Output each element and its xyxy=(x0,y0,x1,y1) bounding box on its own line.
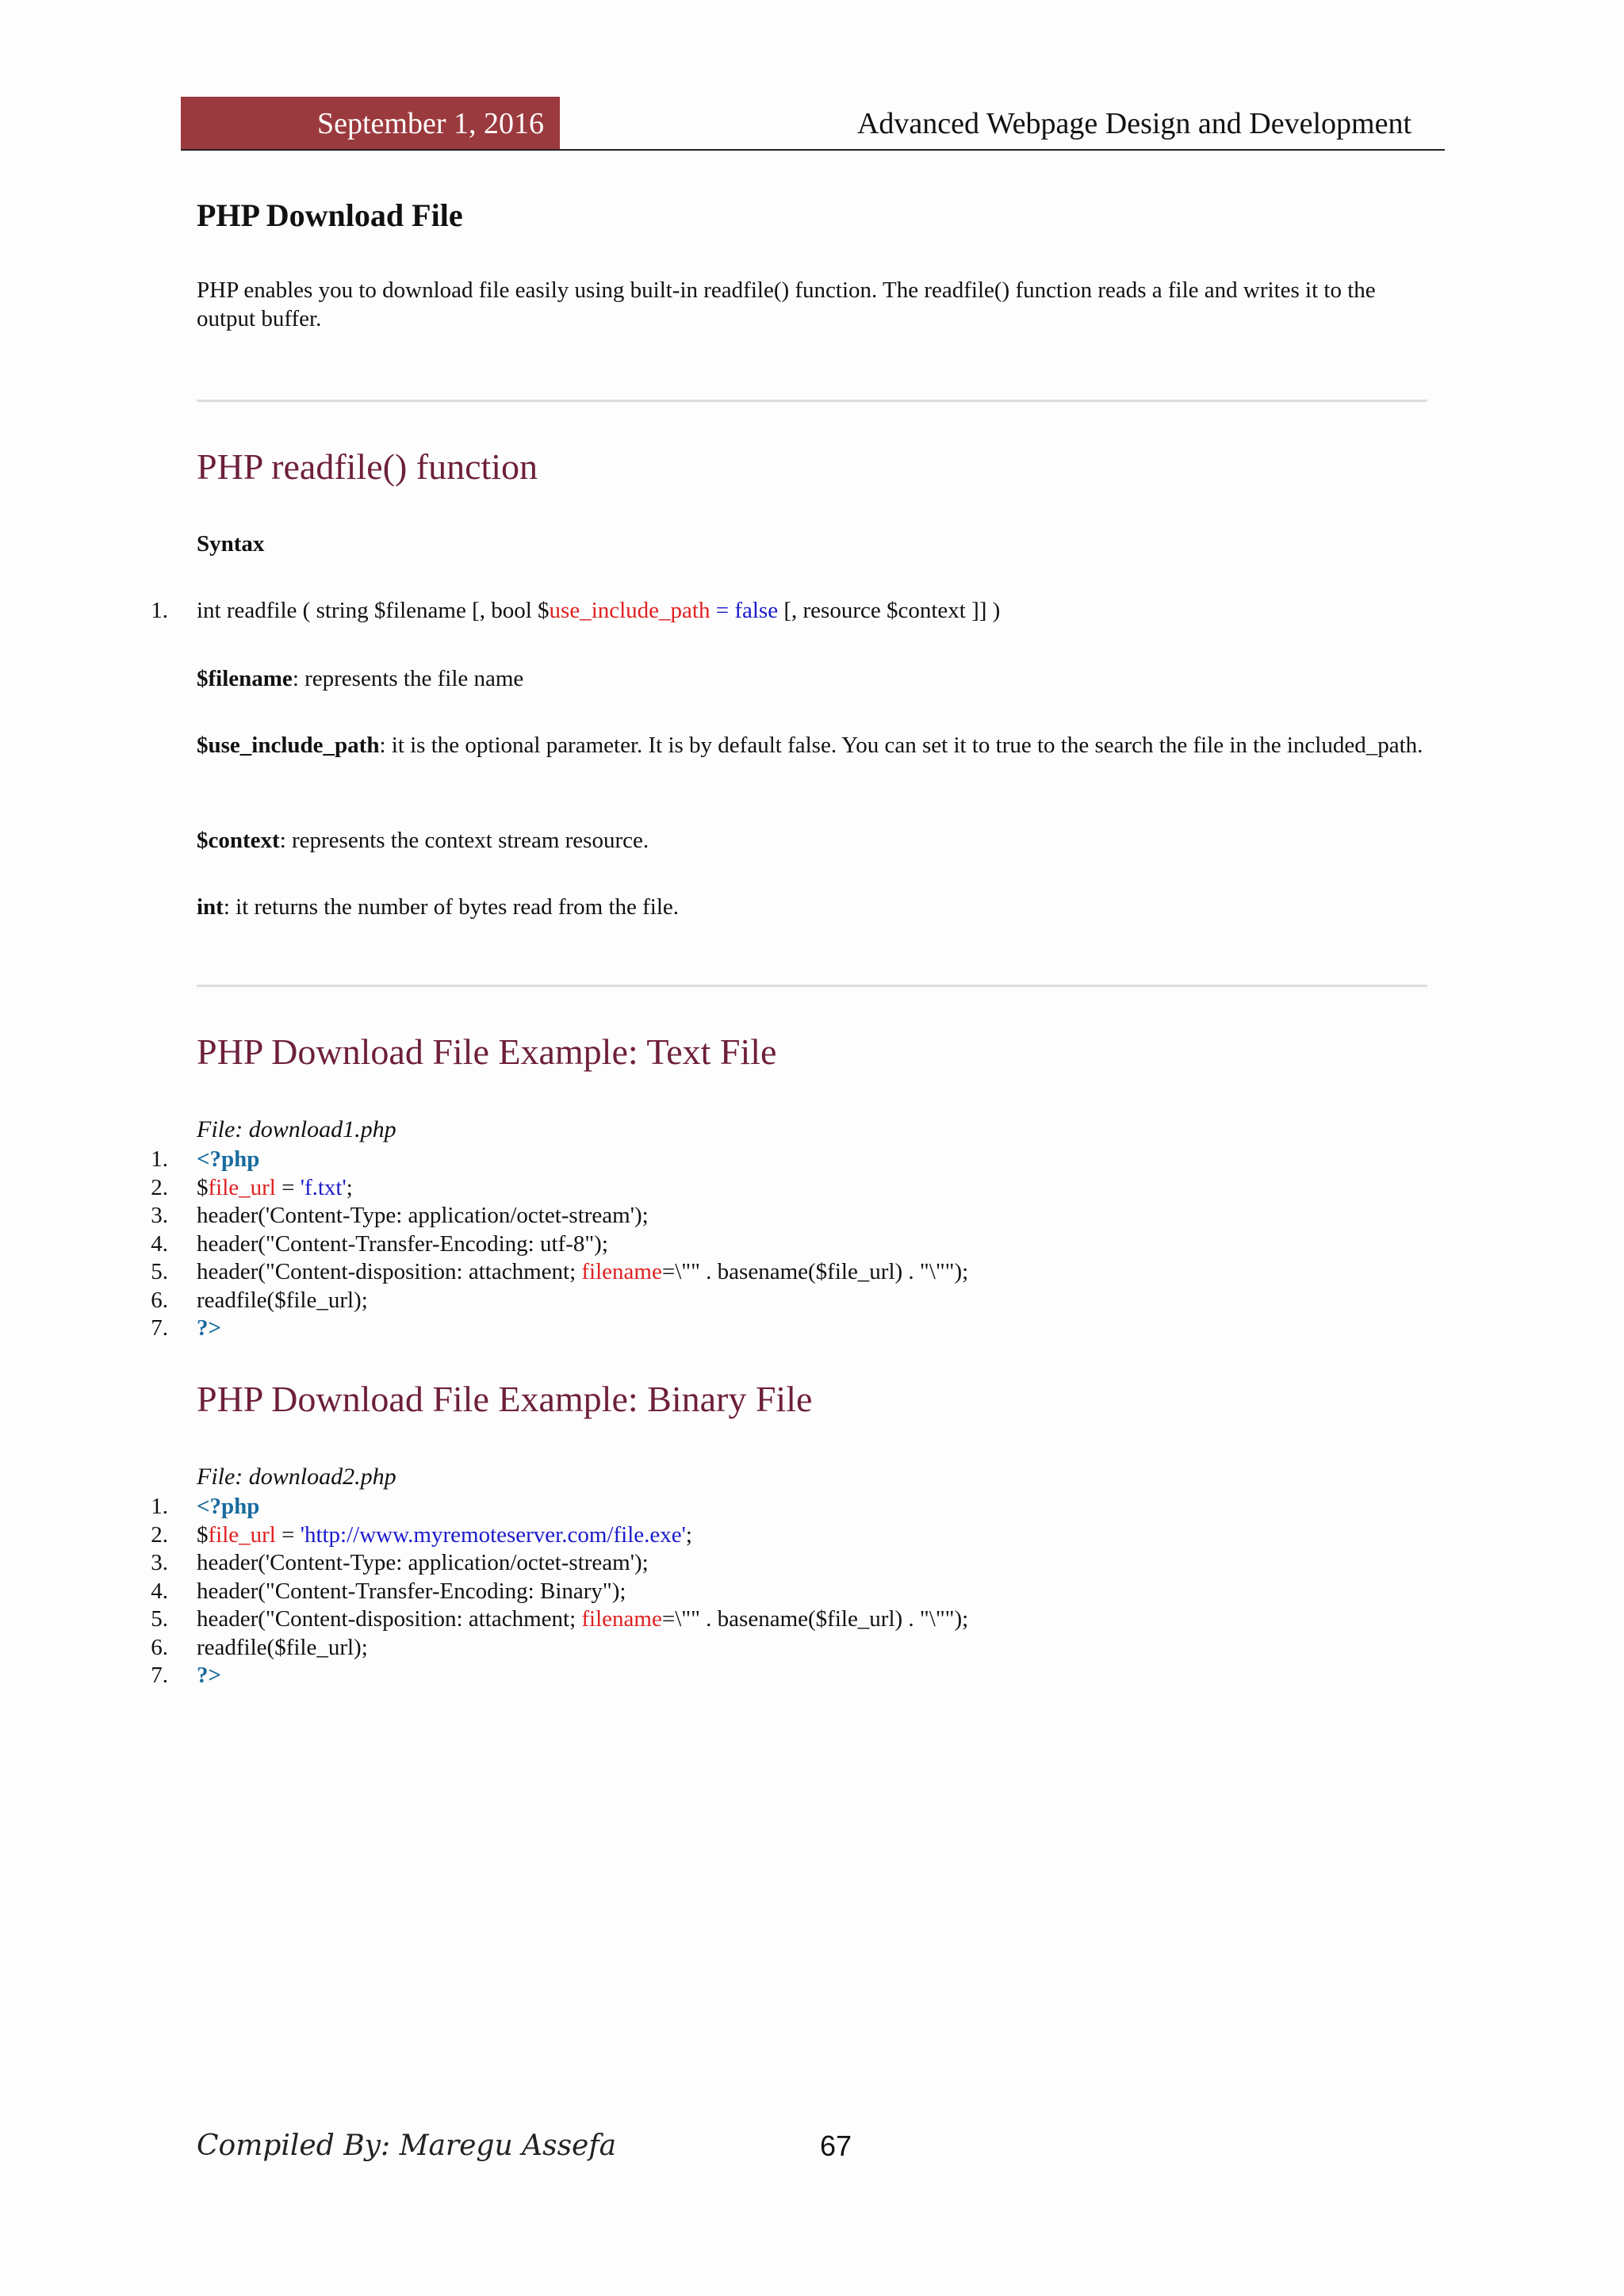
code-token: ; xyxy=(346,1174,353,1200)
syntax-default: false xyxy=(734,598,779,623)
code-line xyxy=(197,1231,608,1257)
param-int xyxy=(197,893,1434,921)
code-line xyxy=(197,1288,368,1314)
code-token: <?php xyxy=(197,1494,260,1519)
param-use-include-path xyxy=(197,731,1434,760)
footer-compiled-by: Compiled By: Maregu Assefa xyxy=(197,2130,617,2162)
code-line-number: 1. xyxy=(151,1146,168,1172)
code-line xyxy=(197,1259,968,1285)
code-line-number: 2. xyxy=(151,1521,168,1548)
code-line-number: 7. xyxy=(151,1315,168,1341)
param-desc: : represents the context stream resource. xyxy=(279,828,649,853)
code-line xyxy=(197,1635,368,1661)
code-line xyxy=(197,1606,968,1632)
code-token: header('Content-Type: application/octet-stream'); xyxy=(197,1550,649,1575)
code-line xyxy=(197,1494,259,1520)
param-filename xyxy=(197,664,1434,693)
code-token: file_url xyxy=(208,1174,276,1200)
code-line xyxy=(197,1146,259,1173)
code-token: file_url xyxy=(208,1521,276,1548)
header-rule xyxy=(181,149,1445,151)
section-title-readfile: PHP readfile() function xyxy=(197,446,538,487)
code-token: readfile($file_url); xyxy=(197,1634,368,1660)
code-line-number: 5. xyxy=(151,1606,168,1632)
code-line xyxy=(197,1175,353,1201)
code-line-number: 2. xyxy=(151,1174,168,1200)
syntax-text: int readfile ( string $filename [, bool $ xyxy=(197,598,550,623)
syntax-label: Syntax xyxy=(197,531,265,557)
param-name: $filename xyxy=(197,666,293,691)
syntax-param: use_include_path xyxy=(549,598,710,623)
code-token: ; xyxy=(685,1521,692,1548)
syntax-line xyxy=(197,598,1000,624)
code-token: filename xyxy=(581,1606,662,1632)
code-line xyxy=(197,1315,221,1341)
code-line xyxy=(197,1578,626,1605)
section-title-text-file: PHP Download File Example: Text File xyxy=(197,1031,777,1072)
code-token: header("Content-Transfer-Encoding: Binary"); xyxy=(197,1578,626,1604)
code-token: =\"" . basename($file_url) . "\""); xyxy=(661,1606,969,1632)
code-line-number: 4. xyxy=(151,1230,168,1257)
code-token: <?php xyxy=(197,1146,260,1172)
param-desc: : it returns the number of bytes read from the file. xyxy=(223,894,680,920)
code-line-number: 5. xyxy=(151,1259,168,1284)
code-line xyxy=(197,1203,649,1229)
code-token: header('Content-Type: application/octet-stream'); xyxy=(197,1203,649,1228)
section-title-binary-file: PHP Download File Example: Binary File xyxy=(197,1379,813,1419)
divider xyxy=(197,400,1427,402)
syntax-line-number: 1. xyxy=(151,598,168,623)
header-date: September 1, 2016 xyxy=(316,107,544,140)
code-token: 'http://www.myremoteserver.com/file.exe' xyxy=(300,1521,686,1548)
code-token: $ xyxy=(197,1174,209,1200)
code-line xyxy=(197,1663,221,1689)
code-token: 'f.txt' xyxy=(300,1174,347,1200)
code-token: $ xyxy=(197,1521,209,1548)
code-line xyxy=(197,1550,649,1576)
code-line xyxy=(197,1522,692,1548)
code-token: = xyxy=(275,1174,301,1200)
divider xyxy=(197,985,1427,987)
param-desc: : it is the optional parameter. It is by default false. You can set it to true to the search the file in the included_path. xyxy=(379,733,1423,758)
code-token: header("Content-disposition: attachment; xyxy=(197,1259,582,1284)
code-line-number: 7. xyxy=(151,1663,168,1688)
code-token: ?> xyxy=(197,1315,222,1341)
code-token: readfile($file_url); xyxy=(197,1287,368,1313)
param-name: $context xyxy=(197,828,280,853)
code-line-number: 1. xyxy=(151,1494,168,1519)
code-token: ?> xyxy=(197,1663,222,1688)
code-token: = xyxy=(275,1521,301,1548)
intro-paragraph: PHP enables you to download file easily using built-in readfile() function. The readfile() function reads a file and writes it to the output buffer. xyxy=(197,277,1376,331)
page-number: 67 xyxy=(820,2130,852,2162)
param-name: int xyxy=(197,894,224,920)
code-line-number: 3. xyxy=(151,1550,168,1575)
code-line-number: 6. xyxy=(151,1287,168,1313)
code-token: =\"" . basename($file_url) . "\""); xyxy=(661,1259,969,1284)
param-context xyxy=(197,826,1434,855)
page-title: PHP Download File xyxy=(197,197,463,233)
code-token: filename xyxy=(581,1259,662,1284)
code-line-number: 4. xyxy=(151,1578,168,1604)
code-line-number: 6. xyxy=(151,1634,168,1660)
code-token: header("Content-Transfer-Encoding: utf-8"); xyxy=(197,1230,608,1257)
code-line-number: 3. xyxy=(151,1203,168,1228)
header-title: Advanced Webpage Design and Development xyxy=(856,107,1411,140)
file-label: File: download1.php xyxy=(197,1116,396,1142)
file-label: File: download2.php xyxy=(197,1464,396,1490)
code-token: header("Content-disposition: attachment; xyxy=(197,1606,582,1632)
syntax-text: [, resource $context ]] ) xyxy=(778,598,1001,623)
syntax-operator: = xyxy=(710,598,735,623)
param-name: $use_include_path xyxy=(197,733,380,758)
param-desc: : represents the file name xyxy=(292,666,524,691)
